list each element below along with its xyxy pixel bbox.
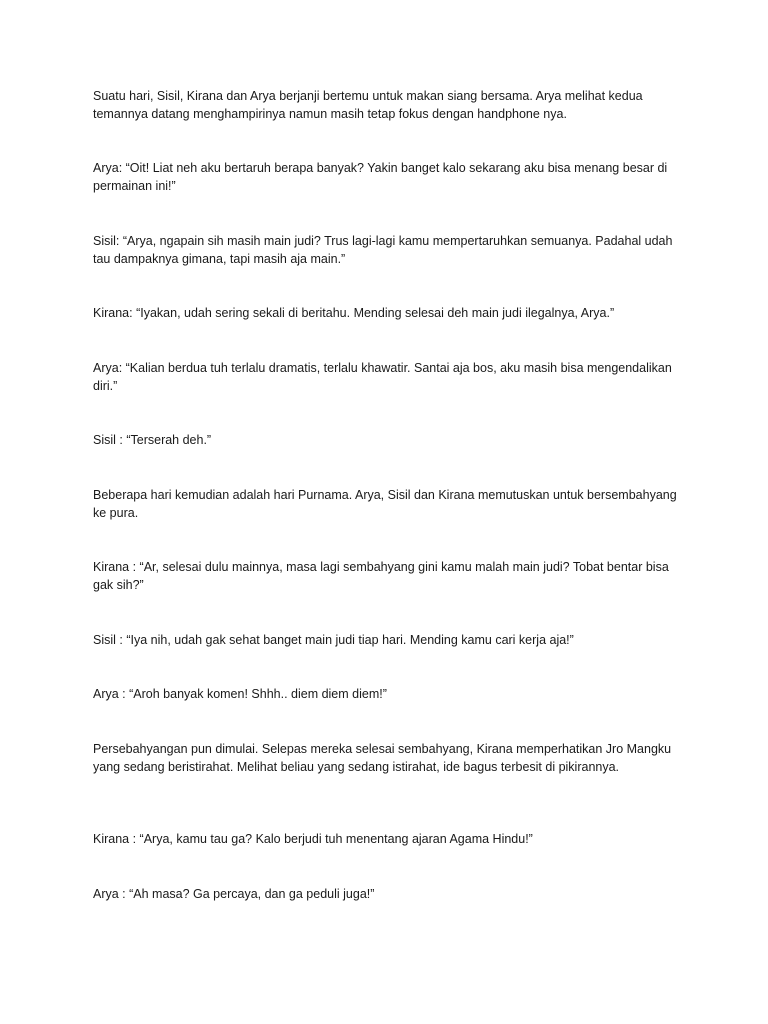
paragraph-1: Suatu hari, Sisil, Kirana dan Arya berjanji bertemu untuk makan siang bersama. Arya melihat kedua temannya datang menghampirinya namun masih tetap fokus dengan handphone nya. <box>93 89 643 121</box>
paragraph-6: Sisil : “Terserah deh.” <box>93 433 212 447</box>
paragraph-2: Arya: “Oit! Liat neh aku bertaruh berapa banyak? Yakin banget kalo sekarang aku bisa menang besar di permainan ini!” <box>93 161 668 193</box>
paragraph-8: Kirana : “Ar, selesai dulu mainnya, masa lagi sembahyang gini kamu malah main judi? Tobat bentar bisa gak sih?” <box>93 560 669 592</box>
paragraph-9: Sisil : “Iya nih, udah gak sehat banget main judi tiap hari. Mending kamu cari kerja aja!” <box>93 633 574 647</box>
paragraph-4: Kirana: “Iyakan, udah sering sekali di beritahu. Mending selesai deh main judi ilegalnya, Arya.” <box>93 306 615 320</box>
paragraph-3: Sisil: “Arya, ngapain sih masih main judi? Trus lagi-lagi kamu mempertaruhkan semuanya. Padahal udah tau dampaknya gimana, tapi masih aja main.” <box>93 234 673 266</box>
paragraph-11: Persebahyangan pun dimulai. Selepas mereka selesai sembahyang, Kirana memperhatikan Jro Mangku yang sedang beristirahat. Melihat beliau yang sedang istirahat, ide bagus terbesit di pikirannya. <box>93 742 672 774</box>
paragraph-7: Beberapa hari kemudian adalah hari Purnama. Arya, Sisil dan Kirana memutuskan untuk bersembahyang ke pura. <box>93 488 677 520</box>
paragraph-13: Arya : “Ah masa? Ga percaya, dan ga peduli juga!” <box>93 887 375 901</box>
paragraph-5: Arya: “Kalian berdua tuh terlalu dramatis, terlalu khawatir. Santai aja bos, aku masih bisa mengendalikan diri.” <box>93 361 672 393</box>
paragraph-10: Arya : “Aroh banyak komen! Shhh.. diem diem diem!” <box>93 687 387 701</box>
paragraph-12: Kirana : “Arya, kamu tau ga? Kalo berjudi tuh menentang ajaran Agama Hindu!” <box>93 832 533 846</box>
